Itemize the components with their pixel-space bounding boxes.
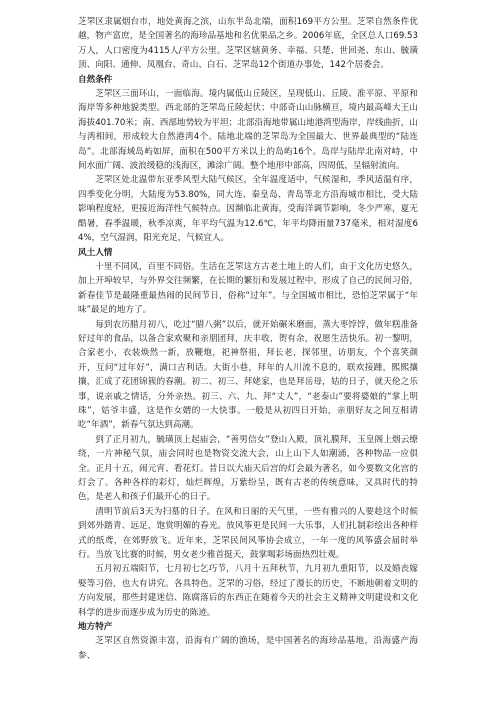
- new-year-paragraph: 每到农历腊月初八，吃过“腊八粥”以后，就开始碾米磨面，蒸大枣饽饽，做年糕准备好过年的食品，以备合家欢聚和亲朋团拜，庆丰收，贺有余，祝愿生活快乐。初一黎明，合家老小，衣装焕然一新，放鞭炮，祀神祭祖，拜长老，探邻里，访朋友，个个喜笑颜开，互问“过年好”，满口吉利话。大街小巷，拜年的人川流不息的，联欢接踵，熙熙攘攘，汇成了花团锦簇的春潮。初二、初三、拜姥家，也是拜岳母，姑的日子，就天伦之乐事，说亲戚之情话，分外亲热。初三、六、九、拜“丈人”，“老泰山”要将婆娘的“掌上明珠”，姑爷丰盛，这是作女婿的一大快事。一般是从初四日开始，亲朋好友之间互相请吃“年酒”，新春气氛达到高潮。: [78, 319, 418, 431]
- climate-paragraph: 芝罘区处北温带东亚季风型大陆气候区，全年温度适中，气候湿和，季风适温有序，四季变化分明，大陆度为53.80%，同大连、秦皇岛、青岛等北方沿海城市相比，受大陆影响程度轻，更接近海洋性气候特点。因濒临北黄海，受海洋调节影响，冬少严寒，夏无酷暑，春季温暖，秋季凉爽，年平均气温为12.6℃，年平均降雨量737毫米，相对湿度64%，空气湿润，阳光充足，气候宜人。: [78, 175, 418, 244]
- section-heading-natural-conditions: 自然条件: [78, 74, 113, 85]
- intro-paragraph: 芝罘区隶属烟台市，地处黄海之滨，山东半岛北端，面积169平方公里。芝罘自然条件优越，物产富庶，是全国著名的海珍品基地和名优果品之乡。2006年底，全区总人口69.53万人，人口密度为4115人/平方公里。芝罘区辖黄务、幸福、只楚、世回尧、东山、毓璜顶、向阳、通伸、凤凰台、奇山、白石、芝罘岛12个街道办事处，142个居委会。: [78, 17, 418, 71]
- lantern-festival-paragraph: 到了正月初九，毓璜顶上起庙会，“善男信女”登山入殿，顶礼膜拜，玉皇阁上烟云缭绕，一片神秘气氛，庙会同时也是物资交流大会，山上山下人如潮涌，各种物品一应俱全。正月十五，闹元宵、看花灯。昔日以大庙天后宫的灯会最为著名，如今要数文化宫的灯会了。各种各样的彩灯，灿烂辉煌，万紫纷呈，既有古老的传统意味，又具时代的特色，是老人和孩子们最开心的日子。: [78, 434, 418, 503]
- terrain-paragraph: 芝罘区三面环山，一面临海。境内属低山丘陵区，呈现低山、丘陵、准平原、平原和海岸等多种地貌类型。西北部的芝罘岛丘陵起伏；中部奇山山脉横亘，境内最高峰大王山海拔401.70米；南、西部地势较为平坦；北部沿海地带属山地港湾型海岸，岸线曲折，山与湾相间，形成较大自然港湾4个。陆地北端的芝罘岛为全国最大、世界最典型的“陆连岛”。北部海域岛屿如屏，面积在500平方米以上的岛屿16个。岛岸与陆岸北南对峙，中间水面广阔、波浪缓稳的浅海区，滩涂广阔。整个地形中部高，四周低，呈辐射流向。: [78, 89, 418, 172]
- qingming-paragraph: 清明节前后3天为扫墓的日子。在风和日丽的天气里，一些有雅兴的人要趁这个时候到郊外踏青、远足，饱赏明媚的春光。放风筝更是民间一大乐事，人们扎制彩绘出各种样式的纸鸢，在郊野放飞。近年来，芝罘民间风筝协会成立，一年一度的风筝盛会届时举行。当放飞比赛的时候，男女老少雅首挺天，鼓掌喝彩场面热烈壮观。: [78, 506, 418, 561]
- section-heading-local-products: 地方特产: [78, 622, 113, 633]
- festivals-paragraph: 五月初五端阳节，七月初七乞巧节，八月十五拜秋节，九月初九重阳节，以及婚丧嫁娶等习俗，也大有讲究。各具特色。芝罘的习俗，经过了漫长的历史，不断地朝着文明的方向发展，那些封建迷信、陈腐落后的东西正在随着今天的社会主义精神文明建设和文化科学的进步而逐步成为历史的陈迹。: [78, 564, 418, 618]
- section-heading-customs: 风土人情: [78, 247, 113, 258]
- customs-intro-paragraph: 十里不同风，百里不同俗。生活在芝罘这方古老土地上的人们，由于文化历史悠久，加上开埠较早，与外界交往频繁，在长期的繁衍和发展过程中，形成了自己的民间习俗，新春佳节是最隆重最热闹的民间节日，俗称“过年”。与全国城市相比，恐怕芝罘属于“年味”最足的地方了。: [78, 261, 418, 316]
- local-products-paragraph: 芝罘区自然资源丰富，沿海有广阔的渔场，是中国著名的海珍品基地，沿海盛产海参、: [78, 636, 418, 661]
